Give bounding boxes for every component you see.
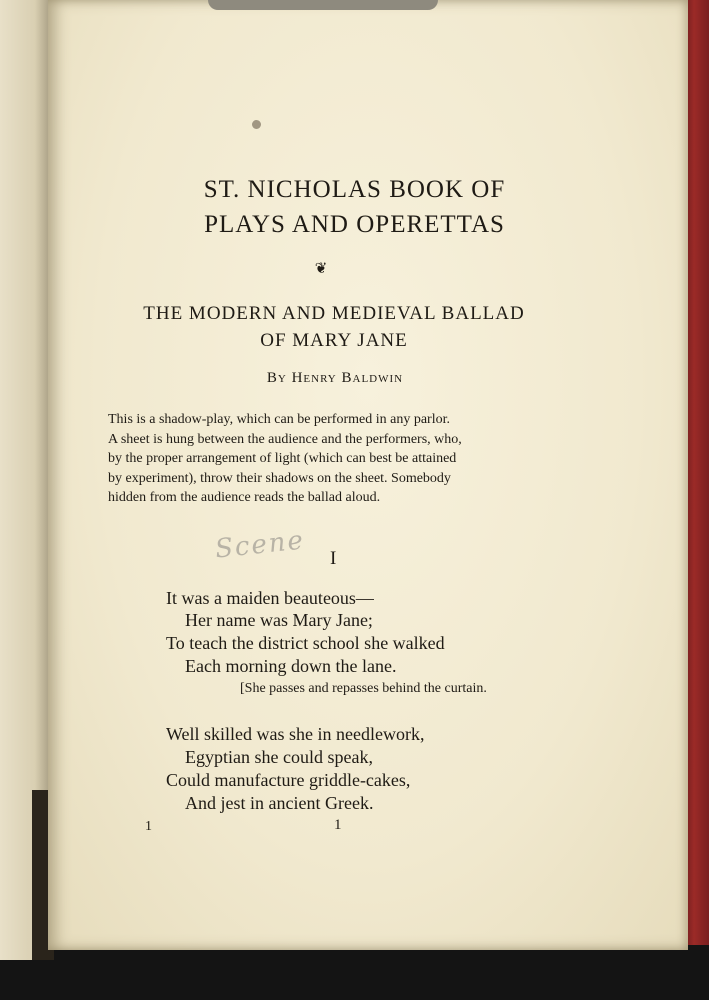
verse-line: Well skilled was she in needlework,: [166, 724, 425, 744]
foxing-spot: [252, 120, 261, 129]
book-title-line-1: ST. NICHOLAS BOOK OF: [203, 176, 506, 203]
verse-line: Each morning down the lane.: [185, 656, 397, 676]
verse-line: Egyptian she could speak,: [185, 747, 373, 767]
intro-line: This is a shadow-play, which can be performed in any parlor.: [108, 412, 450, 427]
verse-line: Her name was Mary Jane;: [185, 610, 373, 630]
page-clip: [208, 0, 438, 10]
intro-line: by the proper arrangement of light (which can best be attained: [108, 451, 457, 466]
play-title-line-2: OF MARY JANE: [260, 330, 408, 351]
play-title-line-1: THE MODERN AND MEDIEVAL BALLAD: [143, 303, 525, 324]
intro-line: by experiment), throw their shadows on the sheet. Somebody: [108, 470, 451, 486]
book-title-line-2: PLAYS AND OPERETTAS: [204, 211, 505, 238]
stage-direction: [She passes and repasses behind the curtain.: [240, 681, 487, 696]
signature-mark: 1: [145, 819, 152, 834]
intro-line: hidden from the audience reads the ballad aloud.: [108, 490, 381, 505]
verse-line: And jest in ancient Greek.: [185, 793, 374, 813]
intro-line: A sheet is hung between the audience and the performers, who,: [108, 431, 462, 447]
page-number: 1: [334, 817, 342, 833]
verse-line: It was a maiden beauteous—: [166, 588, 374, 608]
handwritten-note: Scene: [213, 525, 307, 565]
intro-paragraph: [108, 410, 560, 508]
verse-line: To teach the district school she walked: [166, 633, 445, 653]
fleuron-icon: ❦: [314, 261, 328, 277]
verse-line: Could manufacture griddle-cakes,: [166, 770, 411, 790]
author-byline: By Henry Baldwin: [266, 370, 404, 386]
section-numeral: I: [330, 548, 337, 569]
